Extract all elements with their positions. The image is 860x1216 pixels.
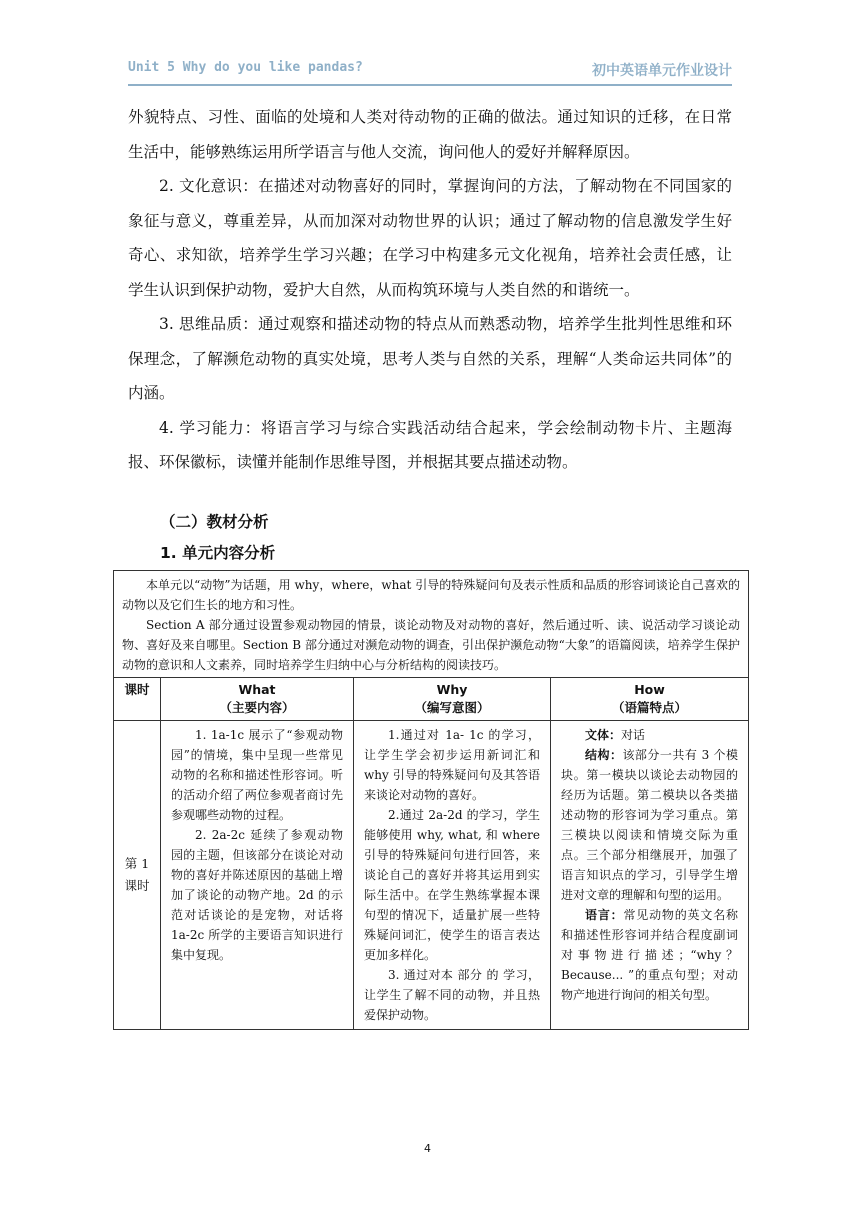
why-cell	[354, 721, 551, 1030]
table-header-row	[114, 678, 749, 721]
why-item-3: 3. 通过对本 部分 的 学习，让学生了解不同的动物，并且热爱保护动物。	[364, 968, 540, 1022]
what-cell	[161, 721, 354, 1030]
subsection-heading: 1. 单元内容分析	[160, 544, 276, 562]
unit-analysis-table	[113, 570, 749, 1030]
paragraph-culture: 2. 文化意识：在描述对动物喜好的同时，掌握询问的方法，了解动物在不同国家的象征与意义，尊重差异，从而加深对动物世界的认识；通过了解动物的信息激发学生好奇心、求知欲，培养学生学习兴趣；在学习中构建多元文化视角，培养社会责任感，让学生认识到保护动物，爱护大自然，从而构筑环境与人类自然的和谐统一。	[128, 177, 732, 299]
table-row	[114, 721, 749, 1030]
body-text	[128, 100, 732, 480]
header-how: How （语篇特点）	[551, 678, 749, 721]
paragraph-learning: 4. 学习能力：将语言学习与综合实践活动结合起来，学会绘制动物卡片、主题海报、环保徽标，读懂并能制作思维导图，并根据其要点描述动物。	[128, 418, 732, 471]
page-header	[128, 60, 732, 82]
lesson-cell: 第 1 课时	[114, 721, 161, 1030]
paragraph-thinking: 3. 思维品质：通过观察和描述动物的特点从而熟悉动物，培养学生批判性思维和环保理念，了解濒危动物的真实处境，思考人类与自然的关系，理解“人类命运共同体”的内涵。	[128, 315, 732, 402]
intro-paragraph-2: Section A 部分通过设置参观动物园的情景，谈论动物及对动物的喜好，然后通过听、读、说活动学习谈论动物、喜好及来自哪里。Section B 部分通过对濒危动物的调查，引出保护濒危动物“大象”的语篇阅读，培养学生保护动物的意识和人文素养，同时培养学生归纳中心与分析结构的阅读技巧。	[122, 618, 741, 672]
header-why: Why （编写意图）	[354, 678, 551, 721]
what-item-1: 1. 1a-1c 展示了“参观动物园”的情境，集中呈现一些常见动物的名称和描述性形容词。听的活动介绍了两位参观者商讨先参观哪些动物的过程。	[171, 728, 343, 822]
page-number: 4	[424, 1142, 431, 1155]
table-intro	[114, 571, 749, 678]
how-cell	[551, 721, 749, 1030]
header-lesson: 课时	[114, 678, 161, 721]
how-genre: 文体：对话	[585, 728, 646, 742]
what-item-2: 2. 2a-2c 延续了参观动物园的主题，但该部分在谈论对动物的喜好并陈述原因的基础上增加了谈论的动物产地。2d 的示范对话谈论的是宠物，对话将 1a-2c 所学的主要语言知识进行集中复现。	[171, 828, 343, 962]
how-structure: 结构：该部分一共有 3 个模块。第一模块以谈论去动物园的经历为话题。第二模块以各类描述动物的形容词为学习重点。第三模块以阅读和情境交际为重点。三个部分相继展开，加强了语言知识点的学习，引导学生增进对文章的理解和句型的运用。	[561, 748, 739, 902]
header-divider	[128, 84, 732, 86]
why-item-2: 2.通过 2a-2d 的学习，学生能够使用 why, what, 和 where 引导的特殊疑问句进行回答，来谈论自己的喜好并将其运用到实际生活中。在学生熟练掌握本课句型的情况下，适量扩展一些特殊疑问词汇，使学生的语言表达更加多样化。	[364, 808, 540, 962]
paragraph-continued: 外貌特点、习性、面临的处境和人类对待动物的正确的做法。通过知识的迁移，在日常生活中，能够熟练运用所学语言与他人交流，询问他人的爱好并解释原因。	[128, 108, 732, 161]
section-heading: （二）教材分析	[160, 513, 269, 531]
document-title: 初中英语单元作业设计	[592, 63, 732, 79]
unit-title: Unit 5 Why do you like pandas?	[128, 60, 363, 75]
header-what: What （主要内容）	[161, 678, 354, 721]
how-language: 语言：常见动物的英文名称和描述性形容词并结合程度副词对事物进行描述；“why？Because... ”的重点句型；对动物产地进行询问的相关句型。	[561, 908, 739, 1002]
why-item-1: 1.通过对 1a- 1c 的学习，让学生学会初步运用新词汇和 why 引导的特殊疑问句及其答语来谈论对动物的喜好。	[364, 728, 540, 802]
intro-paragraph-1: 本单元以“动物”为话题，用 why，where，what 引导的特殊疑问句及表示性质和品质的形容词谈论自己喜欢的动物以及它们生长的地方和习性。	[122, 578, 741, 612]
